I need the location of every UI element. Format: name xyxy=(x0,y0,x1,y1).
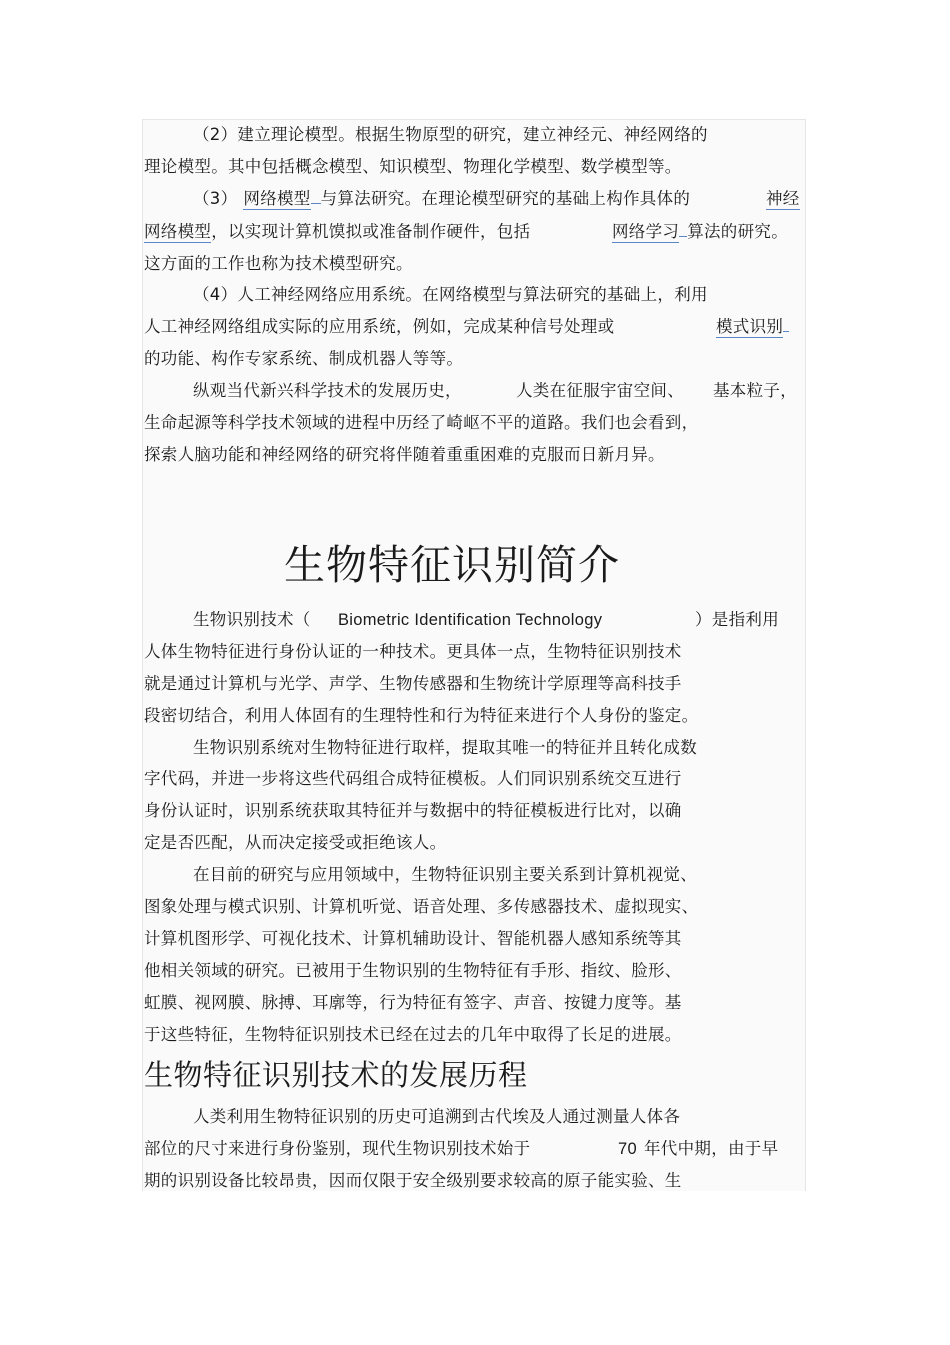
text-span: 算法的研究。 xyxy=(687,222,789,241)
section-heading: 生物特征识别技术的发展历程 xyxy=(144,1058,528,1092)
paragraph-line: 理论模型。其中包括概念模型、知识模型、物理化学模型、数学模型等。 xyxy=(144,157,682,176)
text-span: 与算法研究。在理论模型研究的基础上构作具体的 xyxy=(320,189,691,208)
paragraph-line: 人类利用生物特征识别的历史可追溯到古代埃及人通过测量人体各 xyxy=(193,1107,681,1126)
paragraph-line: ）是指利用 xyxy=(695,610,779,629)
paragraph-line: （4）人工神经网络应用系统。在网络模型与算法研究的基础上，利用 xyxy=(193,285,708,304)
paragraph-line: 部位的尺寸来进行身份鉴别，现代生物识别技术始于 xyxy=(144,1139,531,1158)
paragraph-line xyxy=(193,188,690,210)
page-title: 生物特征识别简介 xyxy=(284,541,620,589)
paragraph-line: 人体生物特征进行身份认证的一种技术。更具体一点，生物特征识别技术 xyxy=(144,642,682,661)
paragraph-line: 年代中期，由于早 xyxy=(644,1139,779,1158)
paragraph-line: 生物识别系统对生物特征进行取样，提取其唯一的特征并且转化成数 xyxy=(193,738,697,757)
paragraph-line xyxy=(144,221,530,243)
paragraph-line: （2）建立理论模型。根据生物原型的研究，建立神经元、神经网络的 xyxy=(193,125,708,144)
paragraph-line: 生命起源等科学技术领域的进程中历经了崎岖不平的道路。我们也会看到， xyxy=(144,413,699,432)
link-neural[interactable]: 神经 xyxy=(766,189,800,208)
paragraph-line: 纵观当代新兴科学技术的发展历史， xyxy=(193,381,462,400)
english-term: Biometric Identification Technology xyxy=(338,611,603,629)
link-neural-1[interactable] xyxy=(766,188,800,210)
link-network-learning[interactable]: 网络学习 xyxy=(612,222,680,241)
paragraph-line xyxy=(612,221,788,243)
paragraph-line: 人工神经网络组成实际的应用系统，例如，完成某种信号处理或 xyxy=(144,317,615,336)
paragraph-line: 段密切结合，利用人体固有的生理特性和行为特征来进行个人身份的鉴定。 xyxy=(144,706,699,725)
link-network-model[interactable]: 网络模型 xyxy=(243,189,311,208)
paragraph-line: 在目前的研究与应用领域中，生物特征识别主要关系到计算机视觉、 xyxy=(193,865,697,884)
link-pattern-recognition[interactable]: 模式识别 xyxy=(716,317,784,336)
paragraph-line: 探索人脑功能和神经网络的研究将伴随着重重困难的克服而日新月异。 xyxy=(144,445,665,464)
link-pattern-recognition-wrap[interactable] xyxy=(716,316,789,338)
number-text: 70 xyxy=(618,1140,637,1158)
paragraph-line: 这方面的工作也称为技术模型研究。 xyxy=(144,254,413,273)
link-network-model-2[interactable]: 网络模型 xyxy=(144,222,212,241)
paragraph-line: 虹膜、视网膜、脉搏、耳廓等，行为特征有签字、声音、按键力度等。基 xyxy=(144,993,682,1012)
paragraph-line: 的功能、构作专家系统、制成机器人等等。 xyxy=(144,349,464,368)
paragraph-line: 定是否匹配，从而决定接受或拒绝该人。 xyxy=(144,833,447,852)
text-span: （3） xyxy=(193,189,238,208)
paragraph-line: 身份认证时，识别系统获取其特征并与数据中的特征模板进行比对，以确 xyxy=(144,801,682,820)
paragraph-line: 于这些特征，生物特征识别技术已经在过去的几年中取得了长足的进展。 xyxy=(144,1025,682,1044)
paragraph-line: 基本粒子， xyxy=(713,381,797,400)
paragraph-line: 计算机图形学、可视化技术、计算机辅助设计、智能机器人感知系统等其 xyxy=(144,929,682,948)
paragraph-line: 就是通过计算机与光学、声学、生物传感器和生物统计学原理等高科技手 xyxy=(144,674,682,693)
text-span: ，以实现计算机馍拟或准备制作硬件，包括 xyxy=(211,222,531,241)
paragraph-line: 生物识别技术（ xyxy=(193,610,311,629)
paragraph-line: 他相关领域的研究。已被用于生物识别的生物特征有手形、指纹、脸形、 xyxy=(144,961,682,980)
paragraph-line: 字代码，并进一步将这些代码组合成特征模板。人们同识别系统交互进行 xyxy=(144,769,682,788)
paragraph-line: 图象处理与模式识别、计算机听觉、语音处理、多传感器技术、虚拟现实、 xyxy=(144,897,699,916)
paragraph-line: 人类在征服宇宙空间、 xyxy=(516,381,684,400)
paragraph-line: 期的识别设备比较昂贵，因而仅限于安全级别要求较高的原子能实验、生 xyxy=(144,1171,682,1190)
